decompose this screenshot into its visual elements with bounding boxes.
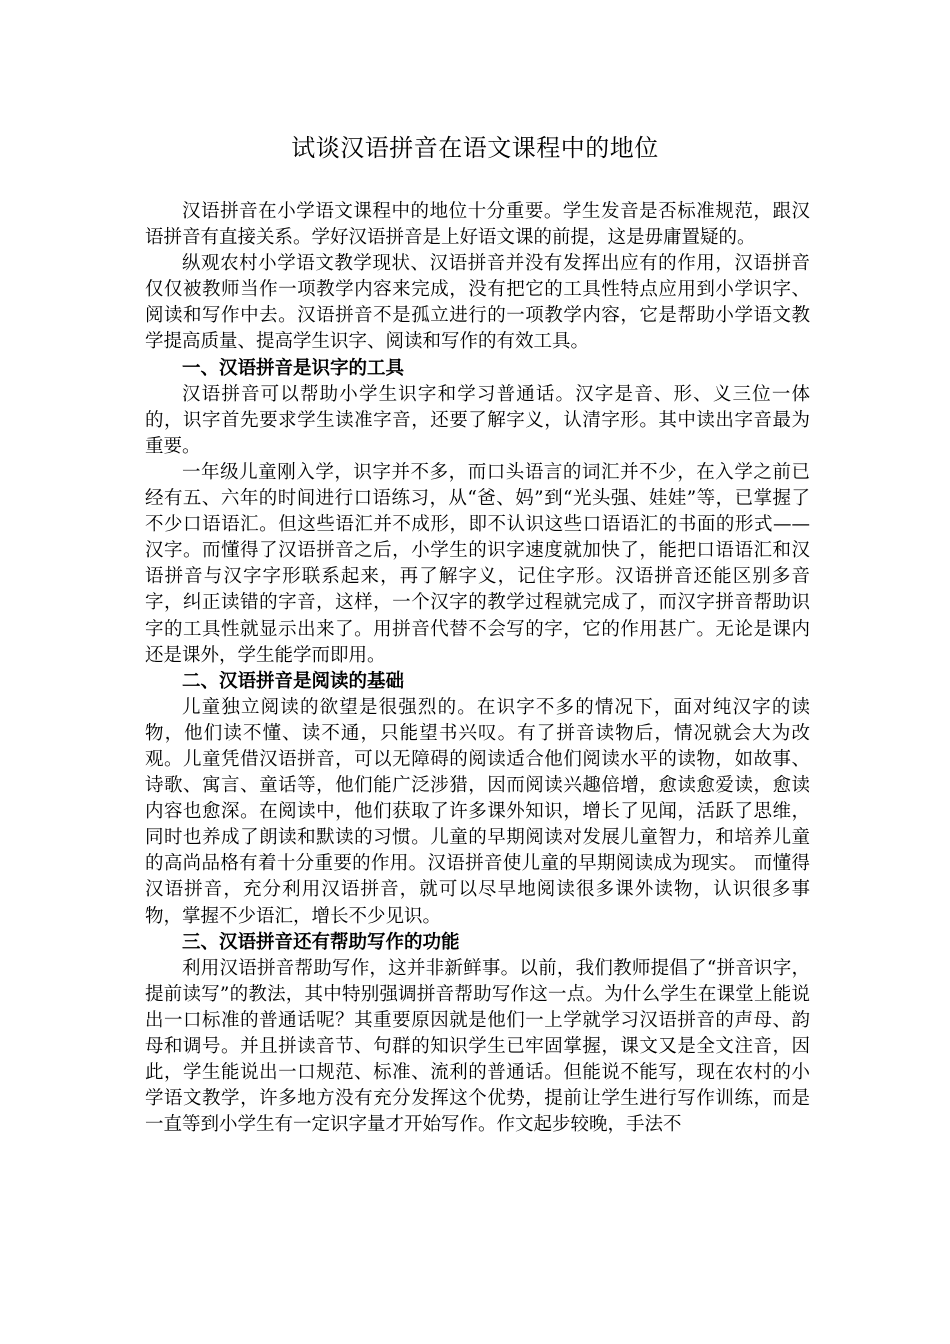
intro-paragraph-2: 纵观农村小学语文教学现状、汉语拼音并没有发挥出应有的作用，汉语拼音仅仅被教师当作一项教学内容来完成，没有把它的工具性特点应用到小学识字、阅读和写作中去。汉语拼音不是孤立进行的一项教学内容，它是帮助小学语文教学提高质量、提高学生识字、阅读和写作的有效工具。 (145, 253, 810, 353)
section-heading-2: 二、汉语拼音是阅读的基础 (182, 670, 405, 692)
section-1-paragraph-1: 汉语拼音可以帮助小学生识字和学习普通话。汉字是音、形、义三位一体的，识字首先要求学生读准字音，还要了解字义，认清字形。其中读出字音最为重要。 (145, 383, 810, 457)
document-body (145, 199, 810, 1138)
intro-paragraph-1: 汉语拼音在小学语文课程中的地位十分重要。学生发音是否标准规范，跟汉语拼音有直接关系。学好汉语拼音是上好语文课的前提，这是毋庸置疑的。 (145, 201, 810, 249)
section-3-paragraph-1: 利用汉语拼音帮助写作，这并非新鲜事。以前，我们教师提倡了“拼音识字，提前读写”的教法，其中特别强调拼音帮助写作这一点。为什么学生在课堂上能说出一口标准的普通话呢？其重要原因就是他们一上学就学习汉语拼音的声母、韵母和调号。并且拼读音节、句群的知识学生已牢固掌握，课文又是全文注音，因此，学生能说出一口规范、标准、流利的普通话。但能说不能写，现在农村的小学语文教学，许多地方没有充分发挥这个优势，提前让学生进行写作训练，而是一直等到小学生有一定识字量才开始写作。作文起步较晚，手法不 (145, 957, 810, 1136)
section-heading-1: 一、汉语拼音是识字的工具 (182, 357, 405, 379)
section-heading-3: 三、汉语拼音还有帮助写作的功能 (182, 931, 460, 953)
section-1-paragraph-2: 一年级儿童刚入学，识字并不多，而口头语言的词汇并不少，在入学之前已经有五、六年的时间进行口语练习，从“爸、妈”到“光头强、娃娃”等，已掌握了不少口语语汇。但这些语汇并不成形，即不认识这些口语语汇的书面的形式——汉字。而懂得了汉语拼音之后，小学生的识字速度就加快了，能把口语语汇和汉语拼音与汉字字形联系起来，再了解字义，记住字形。汉语拼音还能区别多音字，纠正读错的字音，这样，一个汉字的教学过程就完成了，而汉字拼音帮助识字的工具性就显示出来了。用拼音代替不会写的字，它的作用甚广。无论是课内还是课外，学生能学而即用。 (145, 461, 810, 666)
document-title: 试谈汉语拼音在语文课程中的地位 (291, 134, 659, 162)
section-2-paragraph-1: 儿童独立阅读的欲望是很强烈的。在识字不多的情况下，面对纯汉字的读物，他们读不懂、读不通，只能望书兴叹。有了拼音读物后，情况就会大为改观。儿童凭借汉语拼音，可以无障碍的阅读适合他们阅读水平的读物，如故事、诗歌、寓言、童话等，他们能广泛涉猎，因而阅读兴趣倍增，愈读愈爱读，愈读内容也愈深。在阅读中，他们获取了许多课外知识，增长了见闻，活跃了思维，同时也养成了朗读和默读的习惯。儿童的早期阅读对发展儿童智力，和培养儿童的高尚品格有着十分重要的作用。汉语拼音使儿童的早期阅读成为现实。 而懂得汉语拼音，充分利用汉语拼音，就可以尽早地阅读很多课外读物，认识很多事物，掌握不少语汇，增长不少见识。 (145, 696, 810, 927)
